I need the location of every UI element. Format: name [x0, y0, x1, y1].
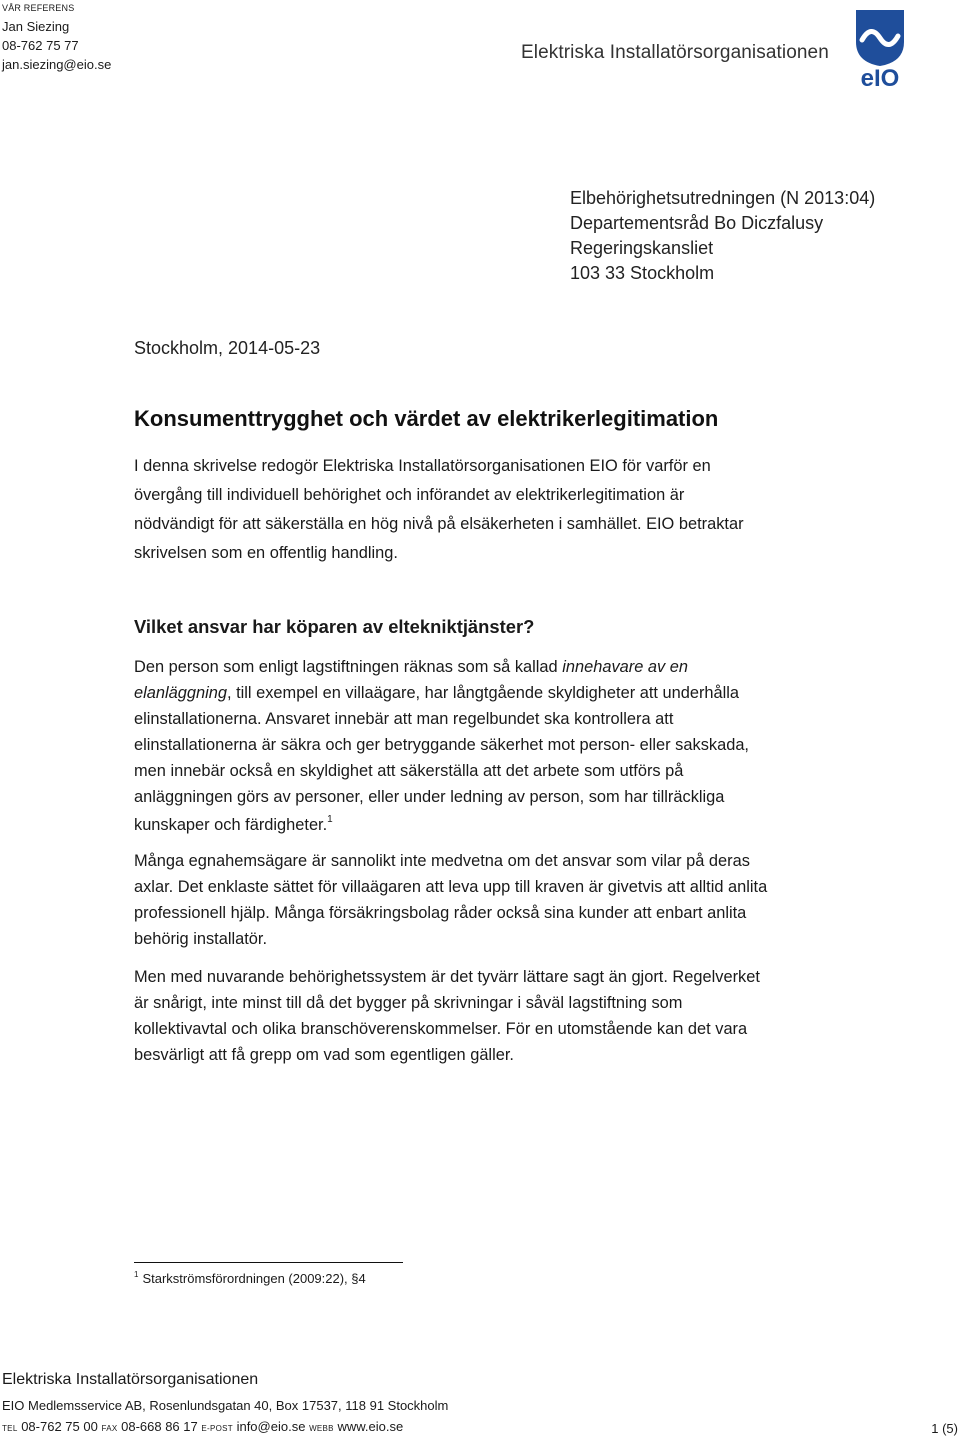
para2-line: professionell hjälp. Många försäkringsbolag råder också sina kunder att enbart anlita	[134, 904, 747, 922]
date-line: Stockholm, 2014-05-23	[134, 338, 321, 358]
para1-line	[134, 658, 688, 677]
footer-fax-label: FAX	[101, 1424, 118, 1433]
para1-line: elinstallationerna. Ansvaret innebär att man regelbundet ska kontrollera att	[134, 710, 674, 728]
footnote-reference[interactable]: 1	[327, 814, 333, 825]
intro-line: nödvändigt för att säkerställa en hög nivå på elsäkerheten i samhället. EIO betraktar	[134, 515, 744, 533]
para1-line	[134, 814, 333, 835]
para1-line: anläggningen görs av personer, eller under ledning av person, som har tillräckliga	[134, 788, 725, 806]
intro-line: skrivelsen som en offentlig handling.	[134, 544, 398, 562]
para3-line: Men med nuvarande behörighetssystem är det tyvärr lättare sagt än gjort. Regelverket	[134, 968, 760, 986]
footer-tel-label: TEL	[2, 1424, 18, 1433]
para3-line: besvärligt att få grepp om vad som egentligen gäller.	[134, 1046, 514, 1064]
footnote-text: Starkströmsförordningen (2009:22), §4	[142, 1271, 366, 1286]
para1-line: elinstallationerna är säkra och ger betryggande säkerhet mot person- eller sakskada,	[134, 736, 749, 754]
footer-web-label: WEBB	[309, 1424, 334, 1433]
footnote-divider	[134, 1262, 403, 1263]
footer-address: EIO Medlemsservice AB, Rosenlundsgatan 40, Box 17537, 118 91 Stockholm	[2, 1398, 449, 1413]
footnote	[134, 1270, 366, 1286]
para1-italic: innehavare av en	[562, 658, 688, 676]
reference-phone: 08-762 75 77	[2, 38, 79, 53]
footer-web[interactable]: www.eio.se	[337, 1419, 404, 1434]
header-org-name: Elektriska Installatörsorganisationen	[521, 42, 829, 63]
footer-email-label: E-POST	[201, 1424, 233, 1433]
recipient-line: Regeringskansliet	[570, 238, 714, 258]
reference-label: VÅR REFERENS	[2, 3, 75, 13]
footer-fax: 08-668 86 17	[121, 1419, 198, 1434]
section-heading: Vilket ansvar har köparen av eltekniktjänster?	[134, 616, 535, 637]
logo-text: eIO	[860, 65, 900, 90]
para2-line: behörig installatör.	[134, 930, 268, 948]
para3-line: kollektivavtal och olika branschöverenskommelser. För en utomstående kan det vara	[134, 1020, 748, 1038]
footer-email[interactable]: info@eio.se	[236, 1419, 306, 1434]
footer-org-name: Elektriska Installatörsorganisationen	[2, 1371, 259, 1388]
para1-italic: elanläggning	[134, 684, 227, 702]
document-title: Konsumenttrygghet och värdet av elektrikerlegitimation	[134, 406, 719, 431]
recipient-line: Elbehörighetsutredningen (N 2013:04)	[570, 188, 876, 208]
para1-line: men innebär också en skyldighet att säkerställa att det arbete som utförs på	[134, 762, 684, 780]
para1-text: kunskaper och färdigheter.	[134, 816, 328, 834]
eio-logo	[850, 6, 910, 90]
para2-line: Många egnahemsägare är sannolikt inte medvetna om det ansvar som vilar på deras	[134, 852, 750, 870]
footer-tel: 08-762 75 00	[21, 1419, 98, 1434]
para1-text: , till exempel en villaägare, har långtgående skyldigheter att underhålla	[226, 684, 740, 702]
para2-line: axlar. Det enklaste sättet för villaägaren att leva upp till kraven är givetvis att alltid anlita	[134, 878, 768, 896]
recipient-line: 103 33 Stockholm	[570, 263, 715, 283]
para1-text: Den person som enligt lagstiftningen räknas som så kallad	[134, 658, 563, 676]
recipient-line: Departementsråd Bo Diczfalusy	[570, 213, 824, 233]
para3-line: är snårigt, inte minst till då det bygger på skrivningar i såväl lagstiftning som	[134, 994, 683, 1012]
intro-line: I denna skrivelse redogör Elektriska Installatörsorganisationen EIO för varför en	[134, 457, 711, 475]
reference-name: Jan Siezing	[2, 19, 70, 34]
intro-line: övergång till individuell behörighet och införandet av elektrikerlegitimation är	[134, 486, 685, 504]
footer-contact	[2, 1419, 403, 1434]
para1-line	[134, 684, 739, 703]
footnote-mark: 1	[134, 1270, 139, 1279]
page-number: 1 (5)	[931, 1421, 958, 1436]
reference-email[interactable]: jan.siezing@eio.se	[2, 57, 112, 72]
